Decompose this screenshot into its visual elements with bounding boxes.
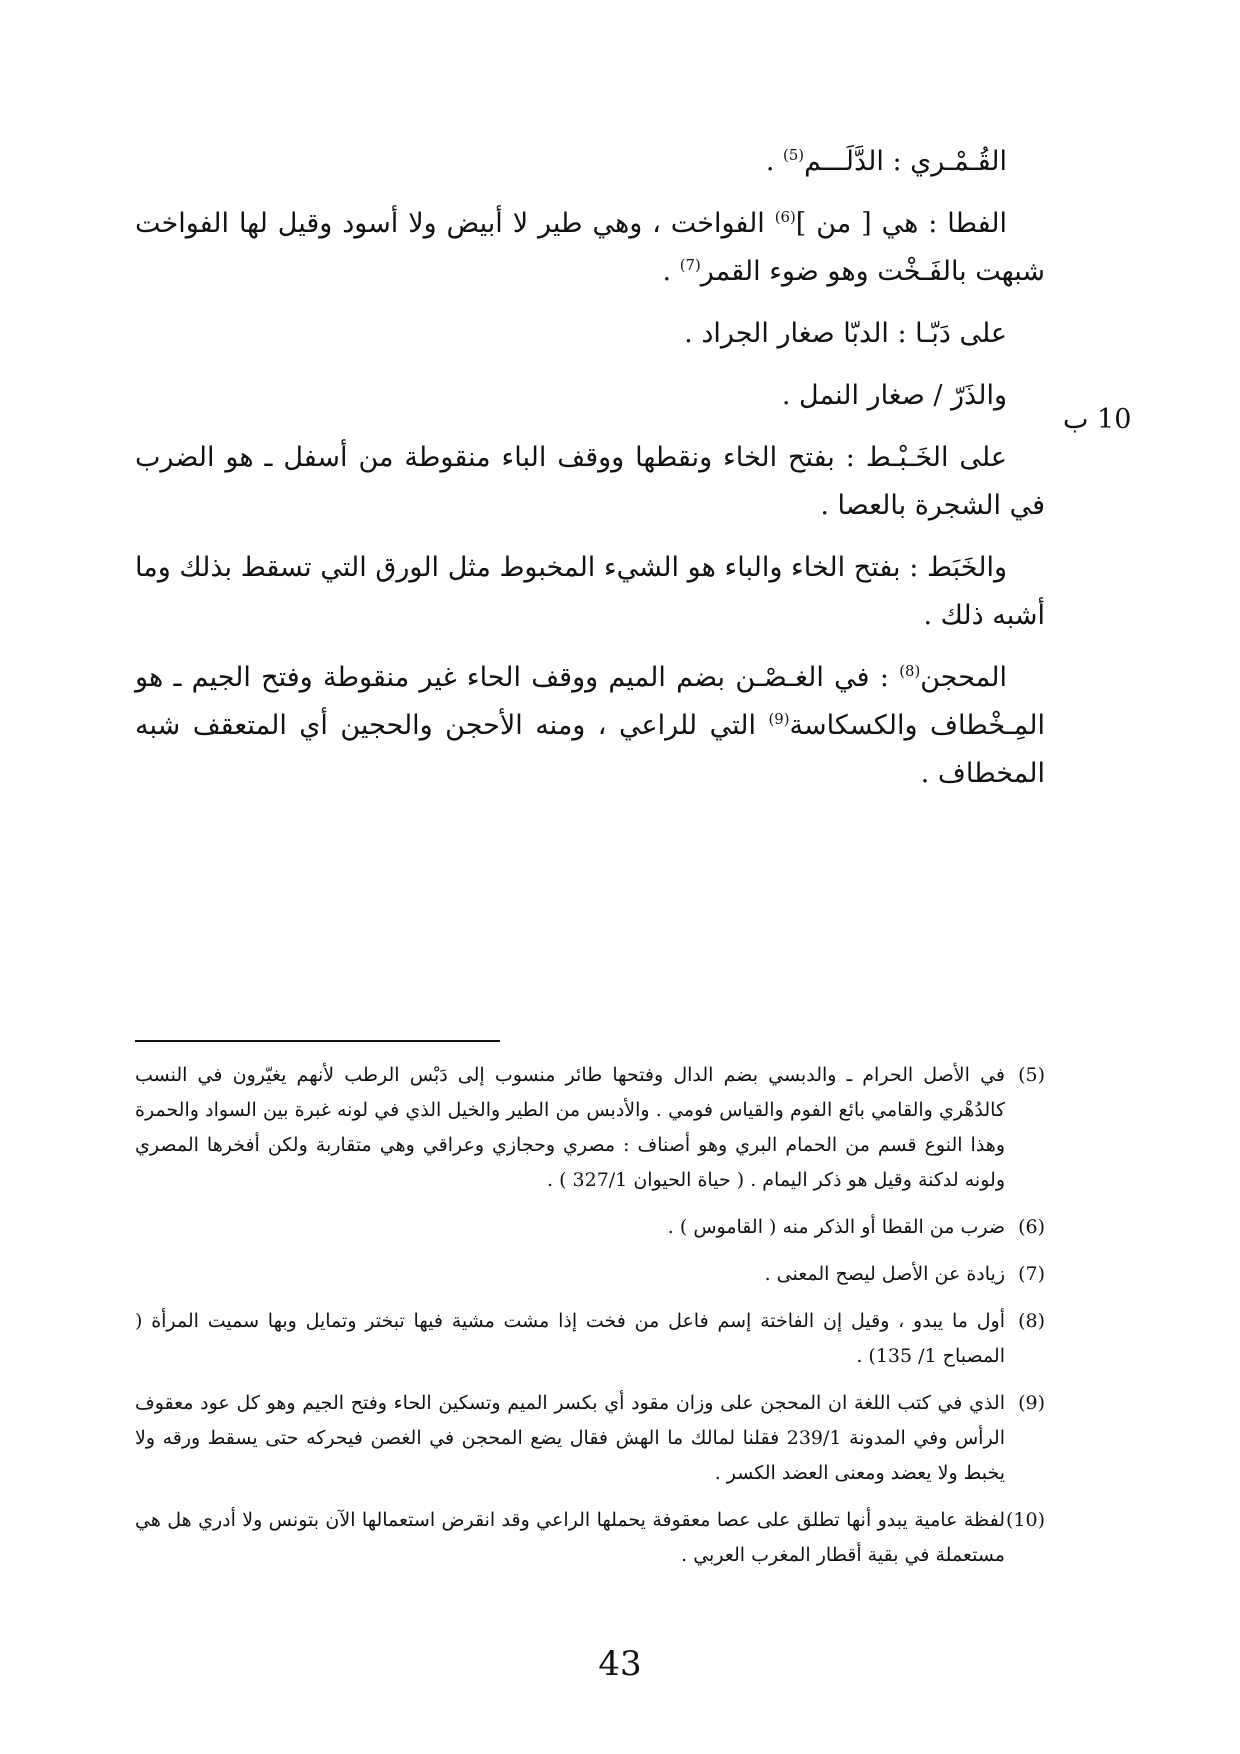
footnote-ref: (6) [774, 208, 796, 226]
footnote-number: (9) [1018, 1392, 1045, 1414]
footnote-ref: (8) [899, 662, 921, 680]
entry-khabat: والخَبَط : بفتح الخاء والباء هو الشيء المخبوط مثل الورق التي تسقط بذلك وما أشبه ذلك . [135, 552, 1045, 631]
main-text [135, 138, 1045, 812]
entry-dabba: على دَبّـا : الدبّا صغار الجراد . [684, 318, 1007, 349]
footnote-8: (8)أول ما يبدو ، وقيل إن الفاختة إسم فاعل من فخت إذا مشت مشية فيها تبختر وتمايل وبها سميت المرأة ( المصباح 1/ 135) . [135, 1304, 1045, 1374]
footnote-ref: (5) [783, 146, 805, 164]
footnote-5: (5)في الأصل الحرام ـ والدبسي بضم الدال وفتحها طائر منسوب إلى دَبْس الرطب لأنهم يغيّرون في النسب كالدُهْري والقامي بائع الفوم والقياس فومي . والأدبس من الطير والخيل الذي في لونه غبرة بين السواد والحمرة وهذا النوع قسم من الحمام البري وهو أصناف : مصري وحجازي وعراقي وهي متقاربة ولكن أفخرها المصري ولونه لدكنة وقيل هو ذكر اليمام . ( حياة الحيوان 327/1 ) . [135, 1058, 1045, 1198]
page-number: 43 [598, 1644, 642, 1684]
footnote-number: (8) [1018, 1310, 1045, 1332]
entry-fata: الفطا : هي [ من ]$^{(6)}$ الفواخت ، وهي طير لا أبيض ولا أسود وقيل لها الفواخت شبهت بالفَـخْت وهو ضوء القمر$^{(7)}$ . [135, 208, 1045, 287]
margin-folio-marker: 10 ب [1063, 404, 1132, 435]
footnotes [135, 1058, 1045, 1585]
entry-qumri: القُـمْـري : الدَّلَـــم$^{(5)}$ . [765, 146, 1007, 177]
footnote-number: (5) [1018, 1064, 1045, 1086]
footnote-number: (6) [1018, 1216, 1045, 1238]
entry-mihjan: المحجن$^{(8)}$ : في الغـصْـن بضم الميم ووقف الحاء غير منقوطة وفتح الجيم ـ هو المِـخْطاف والكسكاسة$^{(9)}$ التي للراعي ، ومنه الأحجن والحجين أي المتعقف شبه المخطاف . [135, 662, 1046, 789]
footnote-6: (6)ضرب من القطا أو الذكر منه ( القاموس ) . [135, 1210, 1045, 1245]
footnote-ref: (7) [679, 256, 701, 274]
footnote-number: (10) [1005, 1509, 1045, 1531]
footnote-ref: (9) [768, 710, 790, 728]
entry-khabt: على الخَـبْـط : بفتح الخاء ونقطها ووقف الباء منقوطة من أسفل ـ هو الضرب في الشجرة بالعصا . [135, 442, 1045, 521]
footnote-9: (9)الذي في كتب اللغة ان المحجن على وزان مقود أي بكسر الميم وتسكين الحاء وفتح الجيم وهو كل عود معقوف الرأس وفي المدونة 239/1 فقلنا لمالك ما الهش فقال يضع المحجن في الغصن فيحركه حتى يسقط ورقه ولا يخبط ولا يعضد ومعنى العضد الكسر . [135, 1386, 1045, 1491]
footnote-7: (7)زيادة عن الأصل ليصح المعنى . [135, 1257, 1045, 1292]
footnote-10: (10)لفظة عامية يبدو أنها تطلق على عصا معقوفة يحملها الراعي وقد انقرض استعمالها الآن بتونس ولا أدري هل هي مستعملة في بقية أقطار المغرب العربي . [135, 1503, 1045, 1573]
footnote-divider [135, 1040, 500, 1042]
footnote-number: (7) [1018, 1263, 1045, 1285]
entry-dharr: والذَرّ / صغار النمل . [781, 380, 1007, 411]
